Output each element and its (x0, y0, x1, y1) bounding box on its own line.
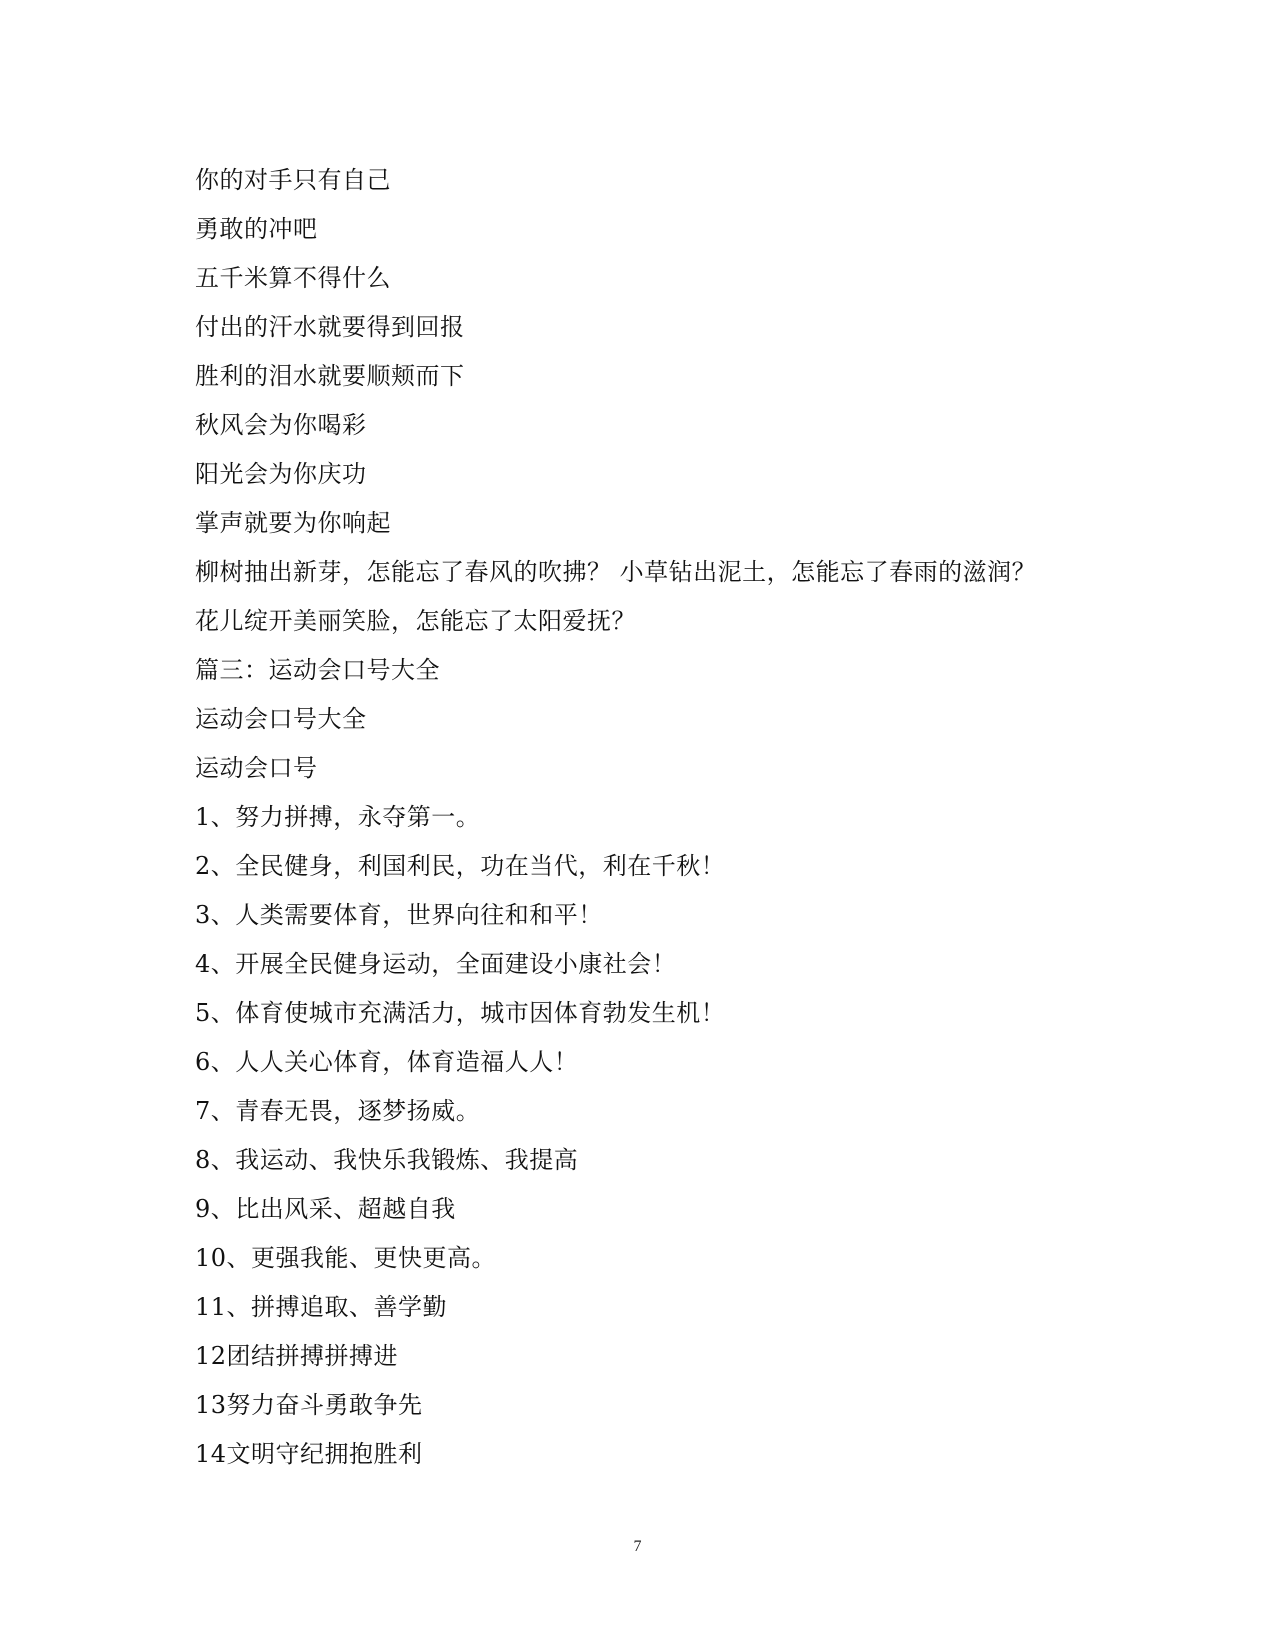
slogan-item: 6、人人关心体育，体育造福人人！ (195, 1048, 579, 1076)
page-number: 7 (633, 1538, 642, 1555)
text-line: 花儿绽开美丽笑脸，怎能忘了太阳爱抚？ (195, 607, 636, 635)
slogan-item: 2、全民健身，利国利民，功在当代，利在千秋！ (195, 852, 726, 880)
slogan-item: 4、开展全民健身运动，全面建设小康社会！ (195, 950, 677, 978)
slogan-item: 3、人类需要体育，世界向往和和平！ (195, 901, 603, 929)
text-line: 柳树抽出新芽，怎能忘了春风的吹拂？ 小草钻出泥土，怎能忘了春雨的滋润？ (195, 558, 1037, 586)
slogan-item: 7、青春无畏，逐梦扬威。 (195, 1097, 481, 1125)
section-heading: 篇三：运动会口号大全 (195, 656, 440, 684)
text-line: 勇敢的冲吧 (195, 215, 318, 243)
slogan-item: 1、努力拼搏，永夺第一。 (195, 803, 481, 831)
text-line: 运动会口号 (195, 754, 318, 782)
text-line: 付出的汗水就要得到回报 (195, 313, 465, 341)
slogan-item: 5、体育使城市充满活力，城市因体育勃发生机！ (195, 999, 726, 1027)
document-body (195, 156, 1095, 1479)
text-line: 你的对手只有自己 (195, 166, 391, 194)
slogan-item: 13努力奋斗勇敢争先 (195, 1391, 423, 1419)
text-line: 秋风会为你喝彩 (195, 411, 367, 439)
slogan-item: 9、比出风采、超越自我 (195, 1195, 456, 1223)
text-line: 掌声就要为你响起 (195, 509, 391, 537)
slogan-item: 12团结拼搏拼搏进 (195, 1342, 399, 1370)
slogan-item: 10、更强我能、更快更高。 (195, 1244, 497, 1272)
text-line: 运动会口号大全 (195, 705, 367, 733)
slogan-item: 8、我运动、我快乐我锻炼、我提高 (195, 1146, 579, 1174)
text-line: 五千米算不得什么 (195, 264, 391, 292)
text-line: 胜利的泪水就要顺颊而下 (195, 362, 465, 390)
slogan-item: 11、拼搏追取、善学勤 (195, 1293, 448, 1321)
slogan-item: 14文明守纪拥抱胜利 (195, 1440, 423, 1468)
text-line: 阳光会为你庆功 (195, 460, 367, 488)
